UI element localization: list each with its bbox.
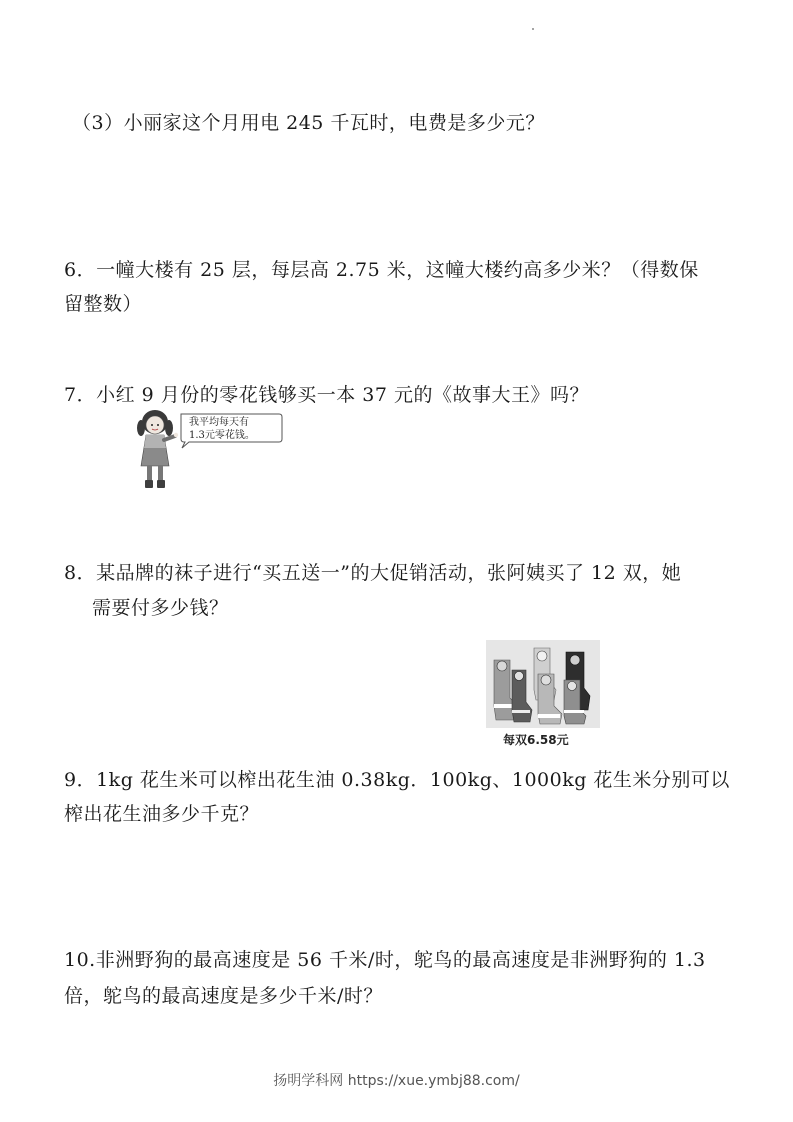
question-9-line-2: 榨出花生油多少千克？ [64, 803, 260, 825]
scan-dot [532, 28, 534, 30]
question-9-line-1: 9．1kg 花生米可以榨出花生油 0.38kg．100kg、1000kg 花生米分别可以 [64, 769, 730, 791]
question-8-line-2: 需要付多少钱？ [92, 597, 229, 619]
question-6-line-1: 6．一幢大楼有 25 层，每层高 2.75 米，这幢大楼约高多少米？（得数保 [64, 259, 699, 281]
speech-bubble-line-1: 我平均每天有 [189, 417, 249, 428]
question-5-3: （3）小丽家这个月用电 245 千瓦时，电费是多少元？ [72, 112, 545, 134]
question-7: 7．小红 9 月份的零花钱够买一本 37 元的《故事大王》吗？ [64, 384, 590, 406]
question-10-line-2: 倍，鸵鸟的最高速度是多少千米/时？ [64, 985, 383, 1007]
question-8-line-1: 8．某品牌的袜子进行“买五送一”的大促销活动，张阿姨买了 12 双，她 [64, 562, 682, 584]
socks-price-caption: 每双6.58元 [503, 733, 569, 747]
question-10-line-1: 10.非洲野狗的最高速度是 56 千米/时，鸵鸟的最高速度是非洲野狗的 1.3 [64, 949, 706, 971]
speech-bubble-line-2: 1.3元零花钱。 [189, 430, 255, 441]
question-6-line-2: 留整数） [64, 293, 143, 315]
girl-illustration [133, 408, 283, 494]
footer-watermark: 扬明学科网 https://xue.ymbj88.com/ [273, 1073, 520, 1089]
socks-photo [486, 640, 600, 728]
